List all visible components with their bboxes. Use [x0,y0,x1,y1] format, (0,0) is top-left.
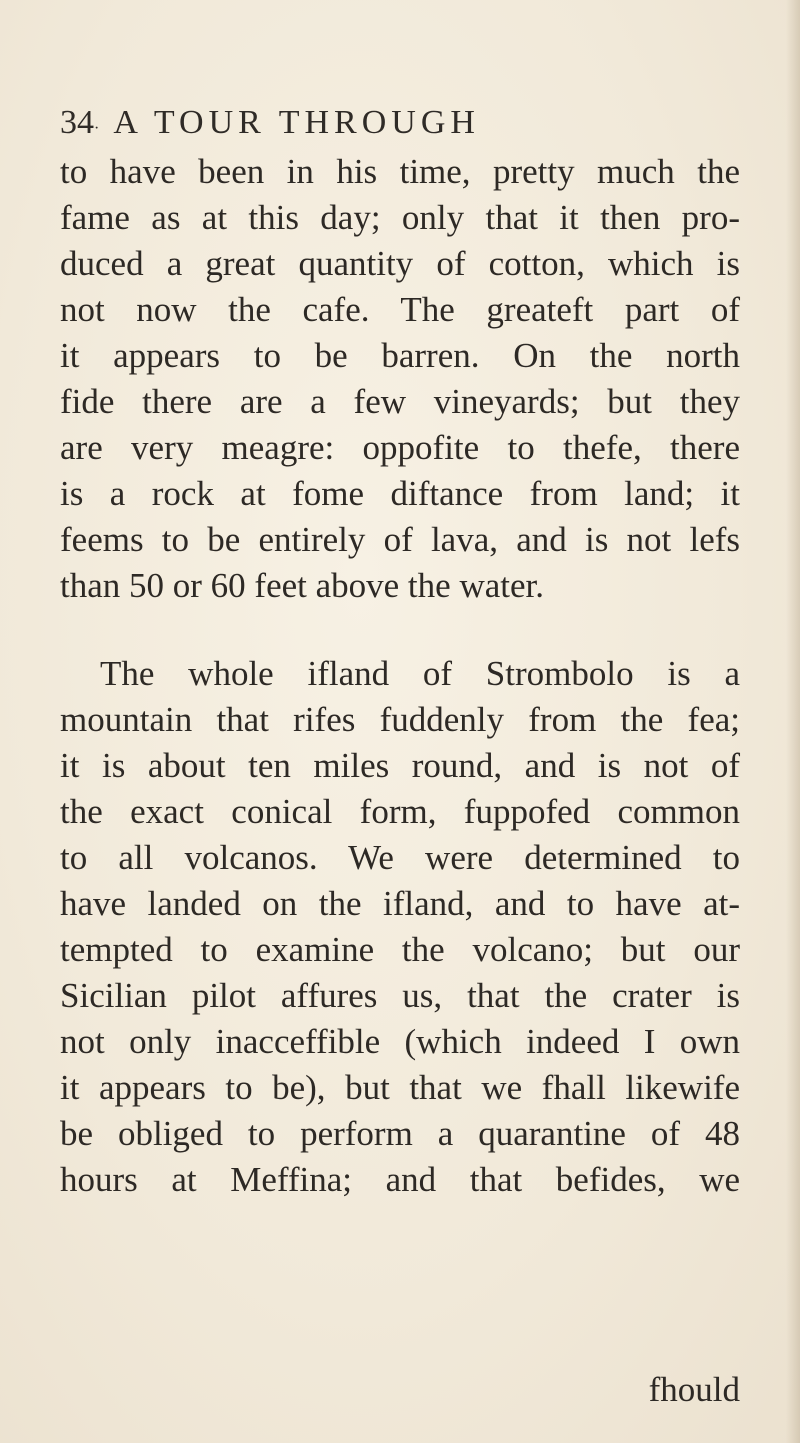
text-line: fide there are a few vineyards; but they [60,382,740,421]
header-separator: · [94,120,100,137]
paragraph-1 [60,149,740,609]
catchword: fhould [648,1370,740,1409]
text-line: fame as at this day; only that it then pro- [60,198,740,237]
running-head [60,104,760,154]
text-line: not now the cafe. The greateft part of [60,290,740,329]
text-line: is a rock at fome diftance from land; it [60,474,740,513]
text-line: hours at Meffina; and that befides, we [60,1160,740,1199]
text-line: duced a great quantity of cotton, which is [60,244,740,283]
paragraph-2 [60,651,740,1203]
text-line: to all volcanos. We were determined to [60,838,740,877]
text-line: are very meagre: oppofite to thefe, there [60,428,740,467]
text-line: than 50 or 60 feet above the water. [60,566,544,605]
page-number: 34 [60,104,94,141]
text-line: mountain that rifes fuddenly from the fea; [60,700,740,739]
text-line: it appears to be barren. On the north [60,336,740,375]
text-line: it appears to be), but that we fhall likewife [60,1068,740,1107]
text-line: feems to be entirely of lava, and is not lefs [60,520,740,559]
text-line: not only inacceffible (which indeed I own [60,1022,740,1061]
text-line: Sicilian pilot affures us, that the crater is [60,976,740,1015]
text-line: tempted to examine the volcano; but our [60,930,740,969]
page-edge-shadow [786,0,800,1443]
text-line: to have been in his time, pretty much the [60,152,740,191]
running-title: A TOUR THROUGH [113,104,480,141]
body-text [60,149,740,1203]
text-line: the exact conical form, fuppofed common [60,792,740,831]
text-line: be obliged to perform a quarantine of 48 [60,1114,740,1153]
text-line: have landed on the ifland, and to have at- [60,884,740,923]
text-line: The whole ifland of Strombolo is a [100,654,740,693]
text-line: it is about ten miles round, and is not of [60,746,740,785]
